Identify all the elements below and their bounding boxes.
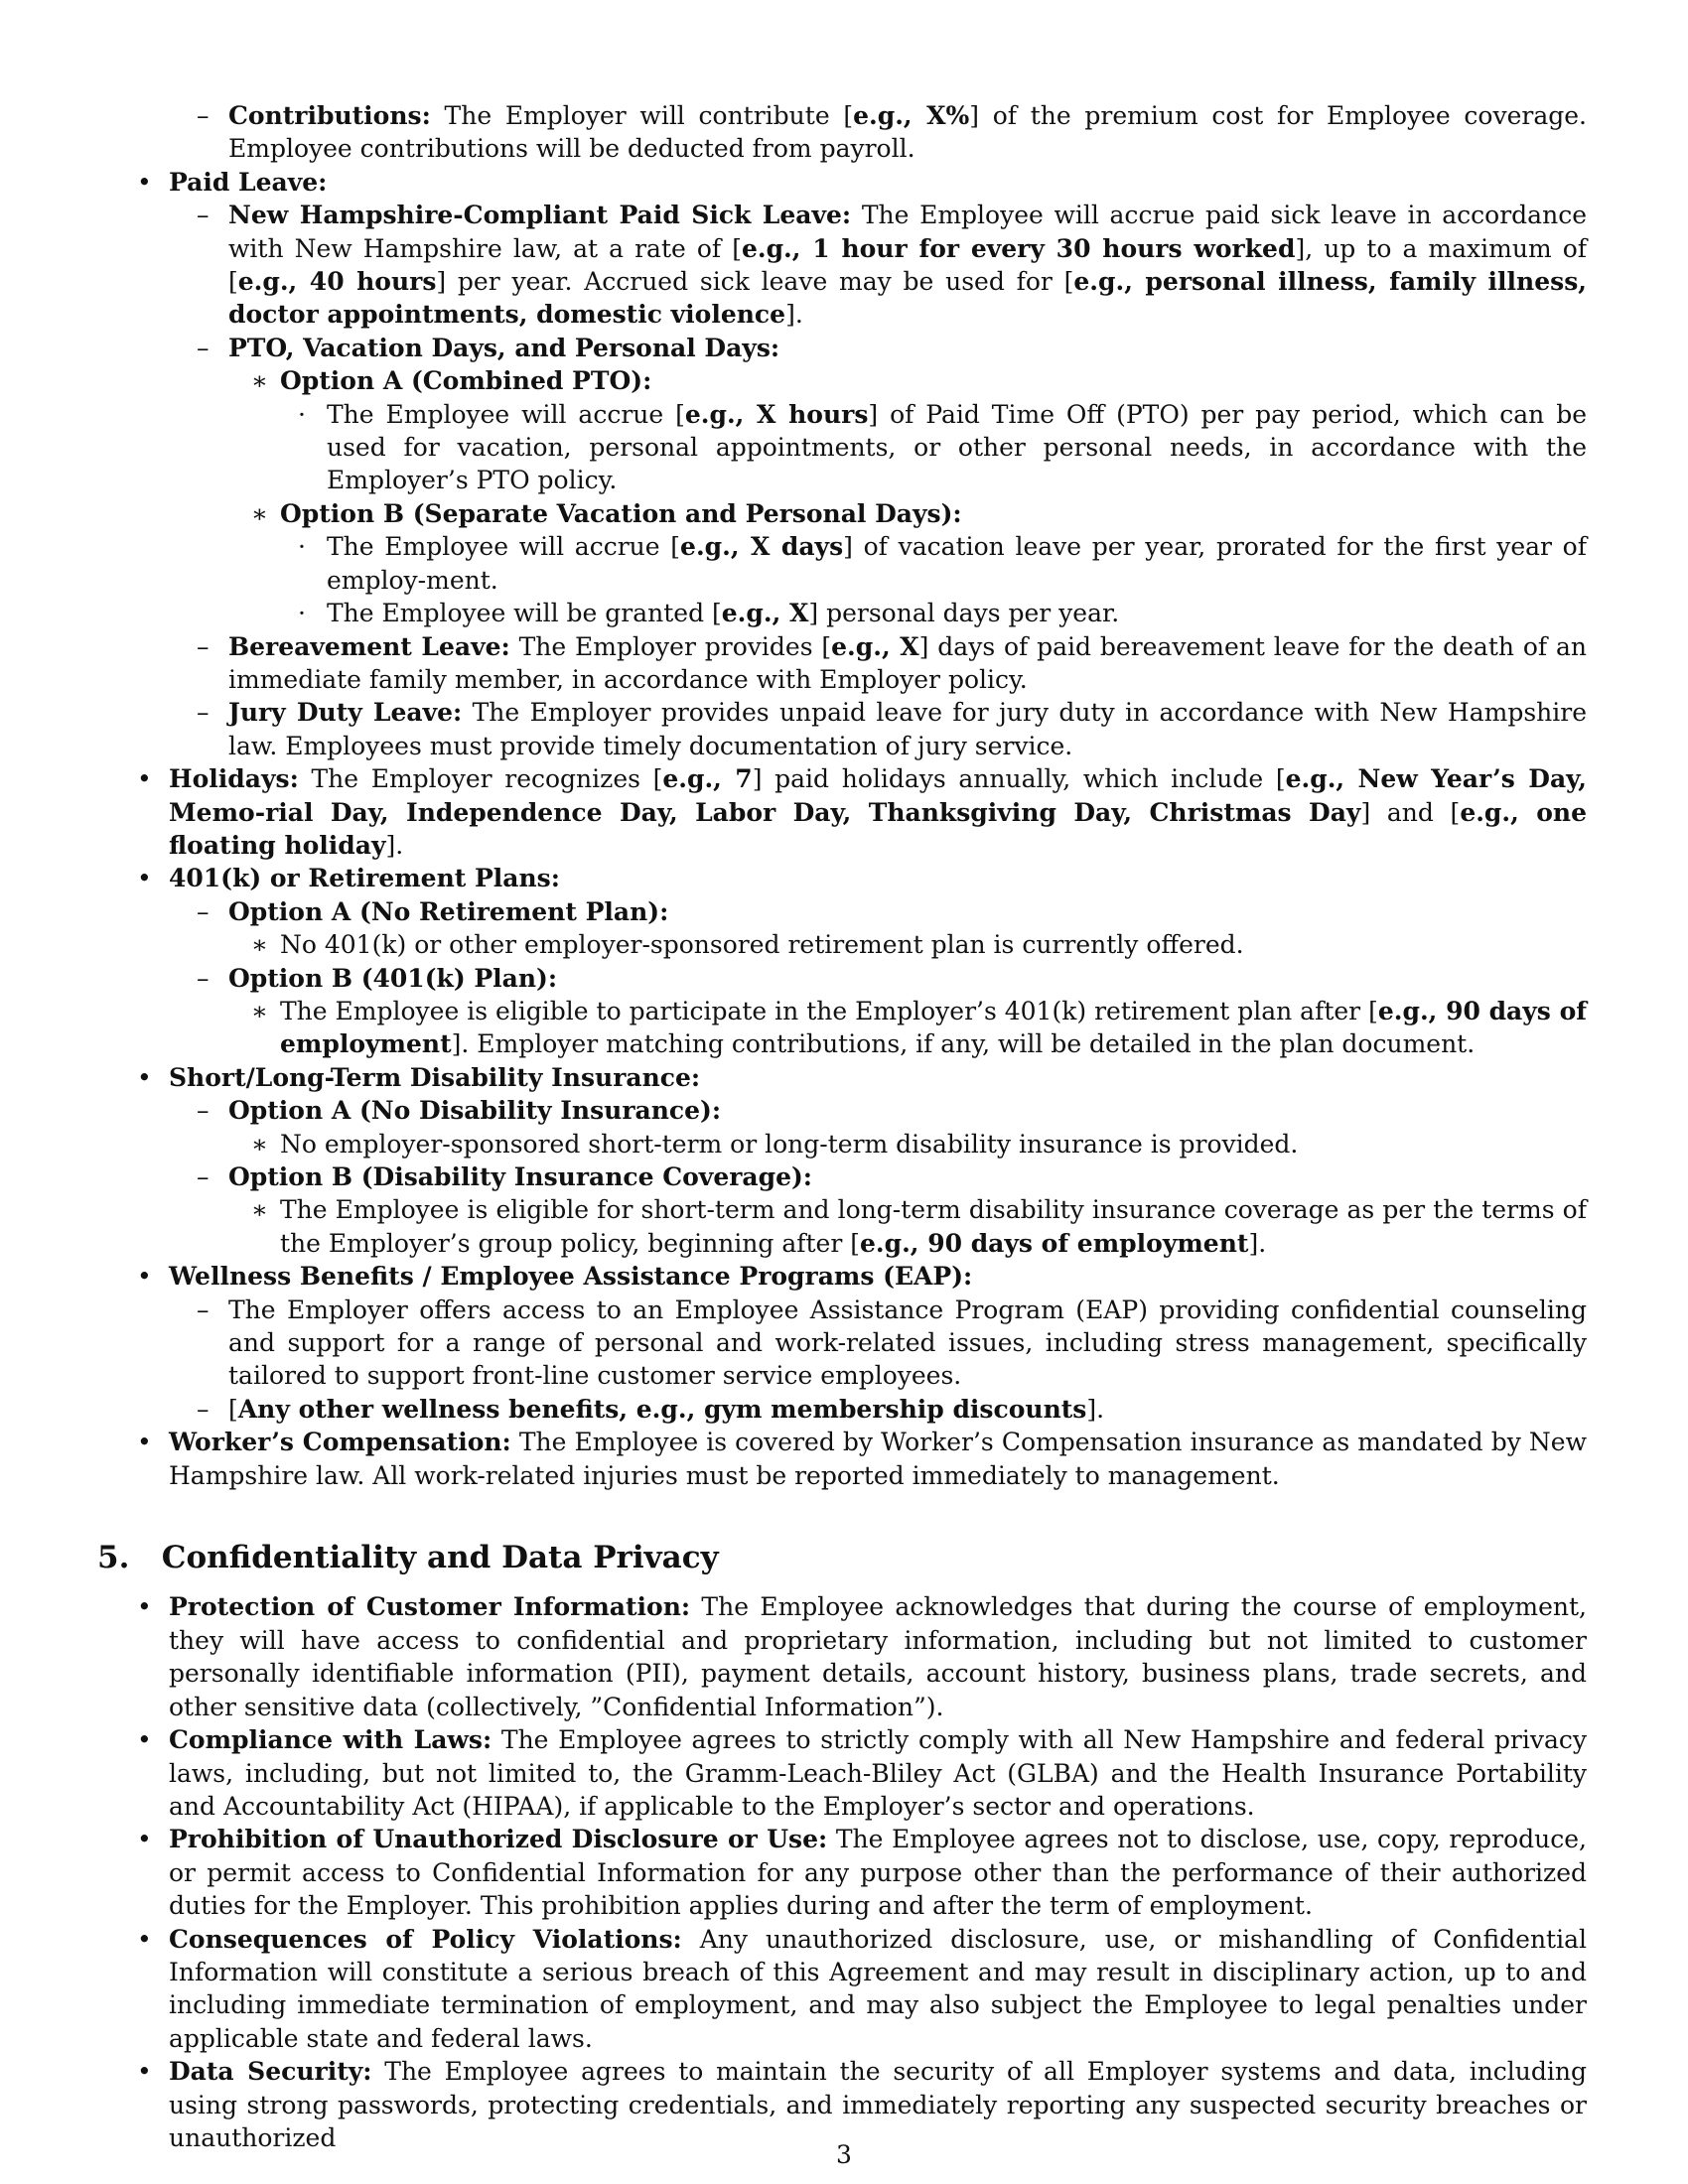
list-marker: – xyxy=(197,101,210,130)
text-run: of vacation leave per year, prorated for the first year of employ-ment. xyxy=(327,532,1587,595)
list-item-level-2 xyxy=(97,332,1587,364)
list-item-level-3 xyxy=(97,1193,1587,1260)
bold-text: Compliance with Laws: xyxy=(169,1725,492,1755)
list-marker: – xyxy=(197,1394,210,1424)
text-run: ] xyxy=(1360,797,1371,827)
bold-text: e.g., 40 hours xyxy=(237,267,437,297)
bold-text: Prohibition of Unauthorized Disclosure or Use: xyxy=(169,1825,828,1854)
bold-text: Option B (Separate Vacation and Personal Days): xyxy=(280,498,962,528)
bold-text: New Hampshire-Compliant Paid Sick Leave: xyxy=(228,201,852,230)
list-item-level-2 xyxy=(97,696,1587,762)
text-run: The Employee is eligible for short-term and long-term disability insurance coverage as per the terms of the Employer’s group policy, beginning after xyxy=(280,1195,1587,1258)
list-item-level-2 xyxy=(97,895,1587,928)
text-run: ] xyxy=(785,300,795,330)
text-run: [ xyxy=(1063,267,1074,297)
list-marker: • xyxy=(137,1825,152,1854)
bold-text: e.g., 90 days of employment xyxy=(860,1228,1249,1258)
text-run: ] xyxy=(385,830,396,860)
list-marker: · xyxy=(298,599,306,628)
text-run: [ xyxy=(670,532,681,562)
list-marker: ∗ xyxy=(251,1129,268,1159)
bold-text: e.g., X xyxy=(721,599,809,628)
list-marker: • xyxy=(137,167,152,197)
text-run: ] xyxy=(868,399,879,429)
text-run: The Employer provides unpaid leave for jury duty in accordance with New Hampshire law. Employees must provide timely documentation of jury service. xyxy=(228,698,1587,760)
bold-text: Option A (No Disability Insurance): xyxy=(228,1096,722,1126)
text-run: The Employee will accrue xyxy=(327,399,676,429)
bold-text: 401(k) or Retirement Plans: xyxy=(169,864,560,893)
list-marker: ∗ xyxy=(251,498,268,528)
list-item-level-2 xyxy=(97,630,1587,697)
text-run: The Employee agrees not to disclose, use, copy, reproduce, or permit access to Confidential Information for any purpose other than the performance of their authorized duties for the Employer. This prohibition applies during and after the term of employment. xyxy=(169,1825,1587,1921)
text-run: [ xyxy=(821,631,832,661)
list-item-level-1 xyxy=(97,1260,1587,1293)
list-marker: – xyxy=(197,698,210,728)
text-run: The Employee agrees to maintain the security of all Employer systems and data, including using strong passwords, protecting credentials, and immediately reporting any suspected security breaches or unauthorized xyxy=(169,2057,1587,2152)
text-run: . xyxy=(395,830,404,860)
bold-text: e.g., X% xyxy=(853,101,970,130)
bold-text: Option B (401(k) Plan): xyxy=(228,963,558,993)
text-run: The Employer recognizes xyxy=(298,764,653,794)
text-run: [ xyxy=(228,1394,238,1424)
text-run: No employer-sponsored short-term or long-term disability insurance is provided. xyxy=(280,1129,1299,1159)
list-marker: – xyxy=(197,1162,210,1191)
bold-text: e.g., X days xyxy=(680,532,844,562)
text-run: ] xyxy=(808,599,819,628)
bold-text: e.g., 90 days of employment xyxy=(280,996,1587,1059)
bold-text: e.g., 7 xyxy=(662,764,753,794)
text-run: of Paid Time Off (PTO) per pay period, which can be used for vacation, personal appointments, or other personal needs, in accordance with the Employer’s PTO policy. xyxy=(327,399,1588,495)
list-item-level-1 xyxy=(97,762,1587,862)
text-run: , up to a maximum of xyxy=(1305,233,1587,263)
text-run: and xyxy=(1370,797,1451,827)
list-marker: • xyxy=(137,864,152,893)
list-item-level-1 xyxy=(97,1590,1587,1723)
text-run: [ xyxy=(675,399,685,429)
list-marker: – xyxy=(197,631,210,661)
bold-text: Data Security: xyxy=(169,2057,372,2087)
text-run: [ xyxy=(1368,996,1378,1025)
text-run: . Employer matching contributions, if any, will be detailed in the plan document. xyxy=(461,1029,1476,1059)
confidentiality-list xyxy=(97,1590,1587,2154)
text-run: ] xyxy=(436,267,447,297)
list-item-level-1 xyxy=(97,1823,1587,1922)
section-title-text: Confidentiality and Data Privacy xyxy=(161,1540,719,1576)
bold-text: Option A (Combined PTO): xyxy=(280,366,652,396)
list-marker: – xyxy=(197,1295,210,1324)
list-marker: • xyxy=(137,1062,152,1092)
text-run: [ xyxy=(1275,764,1286,794)
text-run: personal days per year. xyxy=(818,599,1120,628)
list-item-level-2 xyxy=(97,962,1587,995)
list-item-level-2 xyxy=(97,99,1587,166)
text-run: ] xyxy=(451,1029,462,1059)
bold-text: Jury Duty Leave: xyxy=(228,698,463,728)
list-item-level-2 xyxy=(97,1393,1587,1426)
text-run: . xyxy=(794,300,803,330)
bold-text: Option B (Disability Insurance Coverage): xyxy=(228,1162,813,1191)
list-item-level-2 xyxy=(97,1294,1587,1393)
bold-text: e.g., X hours xyxy=(684,399,869,429)
list-item-level-3 xyxy=(97,497,1587,530)
bold-text: PTO, Vacation Days, and Personal Days: xyxy=(228,333,780,362)
text-run: The Employee acknowledges that during the course of employment, they will have access to confidential and proprietary information, including but not limited to customer personally identifiable information (PII), payment details, account history, business plans, trade secrets, and other sensitive data (collectively, ”Confidential Information”). xyxy=(169,1592,1587,1721)
list-marker: · xyxy=(298,532,306,562)
list-marker: • xyxy=(137,1725,152,1755)
document-body xyxy=(97,99,1587,2154)
text-run: days of paid bereavement leave for the death of an immediate family member, in accordance with Employer policy. xyxy=(228,631,1587,694)
list-marker: – xyxy=(197,896,210,926)
bold-text: Worker’s Compensation: xyxy=(169,1428,511,1457)
list-marker: ∗ xyxy=(251,1195,268,1225)
text-run: per year. Accrued sick leave may be used for xyxy=(446,267,1064,297)
text-run: ] xyxy=(843,532,853,562)
list-marker: – xyxy=(197,963,210,993)
text-run: [ xyxy=(732,233,742,263)
bold-text: Consequences of Policy Violations: xyxy=(169,1924,682,1954)
text-run: The Employee will accrue xyxy=(327,532,671,562)
list-item-level-1 xyxy=(97,166,1587,199)
list-item-level-1 xyxy=(97,1923,1587,2056)
text-run: [ xyxy=(1450,797,1461,827)
text-run: ] xyxy=(1086,1394,1097,1424)
bold-text: Any other wellness benefits, e.g., gym membership discounts xyxy=(237,1394,1087,1424)
bold-text: e.g., X xyxy=(831,631,919,661)
benefits-list xyxy=(97,99,1587,1492)
list-marker: – xyxy=(197,1096,210,1126)
text-run: The Employer provides xyxy=(509,631,822,661)
list-marker: ∗ xyxy=(251,996,268,1025)
bold-text: Paid Leave: xyxy=(169,167,328,197)
text-run: . xyxy=(1258,1228,1267,1258)
bold-text: e.g., 1 hour for every 30 hours worked xyxy=(741,233,1296,263)
list-marker: ∗ xyxy=(251,930,268,960)
list-item-level-3 xyxy=(97,928,1587,961)
list-item-level-1 xyxy=(97,1426,1587,1492)
list-item-level-1 xyxy=(97,862,1587,894)
text-run: . xyxy=(1096,1394,1105,1424)
list-marker: • xyxy=(137,764,152,794)
text-run: The Employer offers access to an Employee Assistance Program (EAP) providing confidential counseling and support for a range of personal and work-related issues, including stress management, specifically tailored to support front-line customer service employees. xyxy=(228,1295,1587,1391)
list-marker: • xyxy=(137,1262,152,1292)
text-run: of the premium cost for Employee coverage. Employee contributions will be deducted from payroll. xyxy=(228,101,1587,164)
list-item-level-4 xyxy=(97,398,1587,497)
list-item-level-2 xyxy=(97,1094,1587,1127)
text-run: Any unauthorized disclosure, use, or mishandling of Confidential Information will constitute a serious breach of this Agreement and may result in disciplinary action, up to and including immediate termination of employment, and may also subject the Employee to legal penalties under applicable state and federal laws. xyxy=(169,1924,1587,2053)
list-item-level-1 xyxy=(97,1723,1587,1823)
list-marker: · xyxy=(298,399,306,429)
list-marker: ∗ xyxy=(251,366,268,396)
text-run: [ xyxy=(228,267,238,297)
list-marker: • xyxy=(137,1924,152,1954)
list-marker: – xyxy=(197,201,210,230)
list-item-level-3 xyxy=(97,364,1587,397)
text-run: No 401(k) or other employer-sponsored retirement plan is currently offered. xyxy=(280,930,1244,960)
section-heading xyxy=(97,1542,1587,1574)
bold-text: Bereavement Leave: xyxy=(228,631,510,661)
list-item-level-2 xyxy=(97,199,1587,332)
list-item-level-3 xyxy=(97,995,1587,1061)
text-run: The Employee will accrue paid sick leave in accordance with New Hampshire law, at a rate of xyxy=(228,201,1587,263)
bold-text: Protection of Customer Information: xyxy=(169,1592,691,1622)
text-run: The Employee agrees to strictly comply with all New Hampshire and federal privacy laws, including, but not limited to, the Gramm-Leach-Bliley Act (GLBA) and the Health Insurance Portability and Accountability Act (HIPAA), if applicable to the Employer’s sector and operations. xyxy=(169,1725,1587,1821)
list-marker: • xyxy=(137,1592,152,1622)
list-marker: – xyxy=(197,333,210,362)
text-run: The Employee is covered by Worker’s Compensation insurance as mandated by New Hampshire law. All work-related injuries must be reported immediately to management. xyxy=(169,1428,1587,1490)
text-run: paid holidays annually, which include xyxy=(762,764,1276,794)
bold-text: Contributions: xyxy=(228,101,431,130)
bold-text: Short/Long-Term Disability Insurance: xyxy=(169,1062,701,1092)
bold-text: e.g., one floating holiday xyxy=(169,797,1587,860)
text-run: [ xyxy=(712,599,722,628)
text-run: ] xyxy=(918,631,929,661)
text-run: ] xyxy=(1295,233,1306,263)
list-item-level-4 xyxy=(97,597,1587,629)
bold-text: Option A (No Retirement Plan): xyxy=(228,896,669,926)
list-item-level-1 xyxy=(97,1061,1587,1094)
bold-text: Wellness Benefits / Employee Assistance Programs (EAP): xyxy=(169,1262,973,1292)
text-run: The Employer will contribute xyxy=(430,101,844,130)
text-run: [ xyxy=(652,764,663,794)
page-number: 3 xyxy=(836,2140,852,2169)
list-item-level-2 xyxy=(97,1160,1587,1193)
bold-text: Holidays: xyxy=(169,764,299,794)
list-marker: • xyxy=(137,1428,152,1457)
text-run: ] xyxy=(969,101,979,130)
bold-text: e.g., personal illness, family illness, doctor appointments, domestic violence xyxy=(228,267,1587,330)
text-run: [ xyxy=(843,101,854,130)
list-item-level-3 xyxy=(97,1128,1587,1160)
section-number: 5. xyxy=(97,1540,130,1576)
list-marker: • xyxy=(137,2057,152,2087)
list-item-level-4 xyxy=(97,530,1587,597)
bold-text: e.g., New Year’s Day, Memo-rial Day, Independence Day, Labor Day, Thanksgiving Day, Christmas Day xyxy=(169,764,1588,827)
text-run: [ xyxy=(850,1228,860,1258)
text-run: ] xyxy=(1248,1228,1259,1258)
text-run: The Employee is eligible to participate in the Employer’s 401(k) retirement plan after xyxy=(280,996,1369,1025)
text-run: ] xyxy=(752,764,763,794)
text-run: The Employee will be granted xyxy=(327,599,713,628)
